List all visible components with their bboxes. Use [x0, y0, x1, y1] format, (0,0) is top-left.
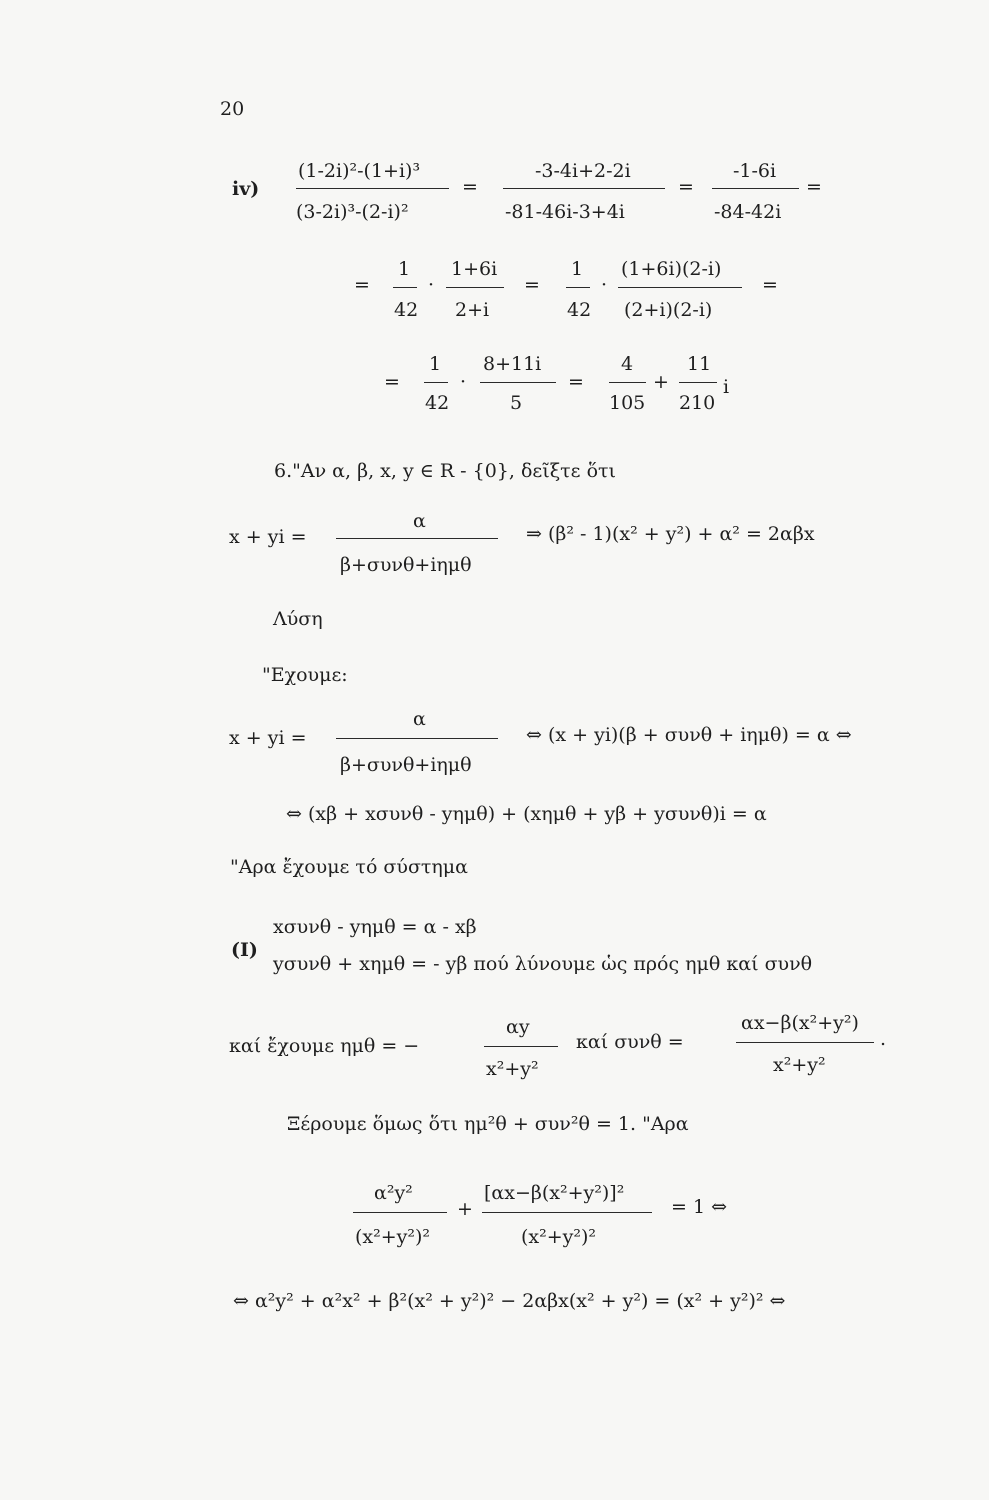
fraction-bar [618, 287, 742, 288]
fraction-numerator: -1-6i [733, 160, 777, 182]
system-intro: "Αρα ἔχουμε τό σύστημα [230, 856, 468, 878]
fraction-bar [503, 188, 665, 189]
fraction-denominator: β+συνθ+iημθ [340, 754, 472, 776]
solution-intro: "Εχουμε: [262, 664, 348, 686]
fraction-numerator: αy [506, 1016, 530, 1038]
imaginary-unit: i [723, 376, 730, 398]
equation-lhs: x + yi = [229, 727, 307, 749]
problem-statement: 6."Αν α, β, x, y ∈ R - {0}, δεῖξτε ὅτι [274, 460, 616, 482]
fraction-denominator: 42 [567, 299, 592, 321]
fraction-denominator: x²+y² [773, 1054, 826, 1076]
fraction-numerator: 8+11i [483, 353, 542, 375]
dot-operator: · [460, 371, 467, 393]
fraction-bar [296, 188, 449, 189]
fraction-denominator: -81-46i-3+4i [505, 201, 625, 223]
equals-sign: = [806, 176, 822, 198]
system-equation-2: yσυνθ + xημθ = - yβ πού λύνουμε ὡς πρός ημθ καί συνθ [273, 953, 813, 975]
fraction-denominator: 105 [609, 392, 646, 414]
fraction-denominator: x²+y² [486, 1058, 539, 1080]
fraction-numerator: α [413, 510, 426, 532]
fraction-bar [446, 287, 504, 288]
system-label: (I) [231, 939, 258, 961]
fraction-bar [566, 287, 590, 288]
final-equation: ⇔ α²y² + α²x² + β²(x² + y²)² − 2αβx(x² + y²) = (x² + y²)² ⇔ [233, 1290, 786, 1312]
dot-operator: · [428, 274, 435, 296]
fraction-numerator: α²y² [374, 1182, 413, 1204]
identity-line: Ξέρουμε ὅμως ὅτι ημ²θ + συν²θ = 1. "Αρα [287, 1113, 689, 1135]
plus-sign: + [457, 1198, 473, 1220]
fraction-bar [712, 188, 799, 189]
equals-sign: = [462, 176, 478, 198]
page-number: 20 [220, 98, 245, 120]
fraction-numerator: 11 [687, 353, 712, 375]
equals-sign: = [762, 274, 778, 296]
fraction-bar [424, 382, 448, 383]
fraction-denominator: (3-2i)³-(2-i)² [296, 201, 409, 223]
fraction-numerator: [αx−β(x²+y²)]² [484, 1182, 625, 1204]
fraction-numerator: α [413, 708, 426, 730]
fraction-bar [336, 738, 498, 739]
fraction-denominator: 2+i [455, 299, 490, 321]
result-lead: καί ἔχουμε ημθ = − [229, 1035, 420, 1057]
fraction-numerator: αx−β(x²+y²) [741, 1012, 859, 1034]
fraction-denominator: 42 [425, 392, 450, 414]
fraction-numerator: 1 [429, 353, 442, 375]
plus-sign: + [653, 371, 669, 393]
fraction-numerator: 1 [398, 258, 411, 280]
fraction-denominator: -84-42i [714, 201, 782, 223]
fraction-numerator: -3-4i+2-2i [535, 160, 631, 182]
system-equation-1: xσυνθ - yημθ = α - xβ [273, 916, 477, 938]
fraction-denominator: β+συνθ+iημθ [340, 554, 472, 576]
fraction-bar [482, 1212, 652, 1213]
fraction-bar [480, 382, 556, 383]
solution-heading: Λύση [273, 608, 323, 630]
fraction-numerator: 4 [621, 353, 634, 375]
fraction-bar [484, 1046, 558, 1047]
fraction-numerator: 1+6i [451, 258, 498, 280]
equation-rhs: = 1 ⇔ [671, 1196, 728, 1218]
part-label: iv) [232, 178, 260, 200]
dot-operator: · [601, 274, 608, 296]
equation-lhs: x + yi = [229, 526, 307, 548]
fraction-denominator: (x²+y²)² [355, 1226, 431, 1248]
equals-sign: = [524, 274, 540, 296]
result-middle: καί συνθ = [576, 1031, 684, 1053]
fraction-bar [679, 382, 717, 383]
equals-sign: = [568, 371, 584, 393]
equation-line: ⇔ (xβ + xσυνθ - yημθ) + (xημθ + yβ + yσυνθ)i = α [286, 803, 767, 825]
fraction-denominator: 210 [679, 392, 716, 414]
fraction-denominator: 42 [394, 299, 419, 321]
period: . [880, 1028, 887, 1050]
fraction-denominator: (2+i)(2-i) [624, 299, 713, 321]
fraction-bar [353, 1212, 447, 1213]
equation-rhs: ⇒ (β² - 1)(x² + y²) + α² = 2αβx [526, 523, 815, 545]
fraction-bar [393, 287, 417, 288]
fraction-numerator: (1-2i)²-(1+i)³ [298, 160, 421, 182]
fraction-numerator: 1 [571, 258, 584, 280]
fraction-denominator: 5 [510, 392, 523, 414]
fraction-bar [736, 1042, 874, 1043]
fraction-bar [609, 382, 646, 383]
equation-rhs: ⇔ (x + yi)(β + συνθ + iημθ) = α ⇔ [526, 724, 852, 746]
fraction-numerator: (1+6i)(2-i) [621, 258, 722, 280]
equals-sign: = [354, 274, 370, 296]
equals-sign: = [678, 176, 694, 198]
fraction-bar [336, 538, 498, 539]
fraction-denominator: (x²+y²)² [521, 1226, 597, 1248]
equals-sign: = [384, 371, 400, 393]
